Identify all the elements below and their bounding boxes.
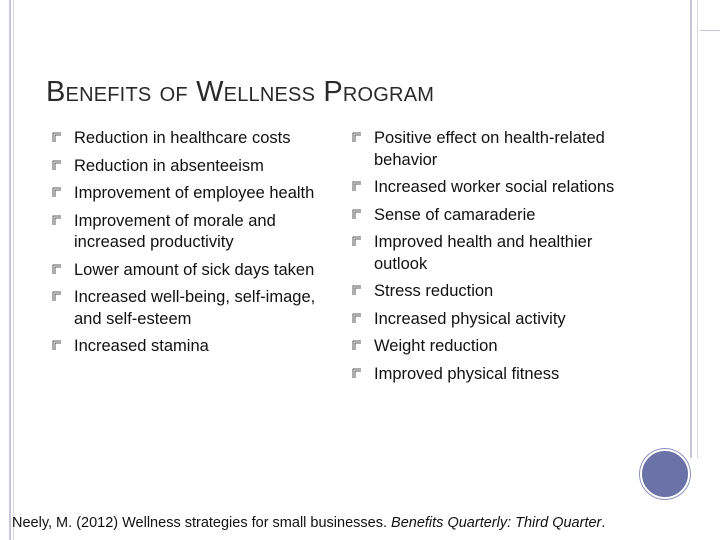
bullet-item — [50, 156, 320, 178]
bullet-text: Increased worker social relations — [374, 178, 615, 196]
decorative-circle — [640, 449, 690, 499]
left-decorative-line-inner — [13, 0, 14, 540]
bullet-item — [50, 211, 320, 254]
bullet-text: Increased well-being, self-image, and self-esteem — [74, 288, 316, 328]
citation — [12, 515, 605, 531]
bullet-icon — [52, 132, 62, 143]
bullet-item — [50, 260, 320, 282]
bullet-item — [50, 336, 320, 358]
bullet-text: Reduction in healthcare costs — [74, 129, 291, 147]
bullet-item — [350, 232, 630, 275]
bullet-item — [350, 336, 630, 358]
title-block — [46, 76, 434, 108]
citation-period: . — [601, 515, 606, 531]
slide-title: Benefits of Wellness Program — [46, 76, 435, 108]
right-decorative-tick — [700, 30, 720, 31]
bullet-icon — [52, 187, 62, 198]
left-bullet-list — [50, 128, 320, 364]
right-bullet-list — [350, 128, 630, 391]
bullet-text: Increased physical activity — [374, 309, 566, 328]
left-decorative-line — [9, 0, 11, 540]
bullet-icon — [352, 340, 362, 351]
bullet-text: Stress reduction — [374, 282, 494, 300]
bullet-text: Improvement of employee health — [74, 184, 315, 202]
bullet-item — [350, 309, 630, 331]
bullet-icon — [352, 285, 362, 296]
bullet-text: Positive effect on health-related behavior — [374, 129, 605, 169]
bullet-item — [50, 183, 320, 205]
bullet-text: Improvement of morale and increased productivity — [74, 211, 276, 251]
bullet-item — [350, 364, 630, 386]
right-decorative-line-inner — [697, 0, 698, 458]
bullet-icon — [352, 236, 362, 247]
bullet-icon — [52, 215, 62, 226]
bullet-item — [350, 205, 630, 227]
bullet-text: Weight reduction — [374, 337, 498, 355]
bullet-icon — [352, 313, 362, 324]
bullet-text: Improved physical fitness — [374, 364, 560, 383]
bullet-item — [350, 281, 630, 303]
citation-source: Benefits Quarterly: Third Quarter — [391, 515, 602, 531]
bullet-icon — [52, 160, 62, 171]
bullet-icon — [352, 181, 362, 192]
bullet-icon — [52, 264, 62, 275]
bullet-text: Increased stamina — [74, 337, 209, 355]
bullet-icon — [52, 340, 62, 351]
bullet-item — [50, 287, 320, 330]
bullet-icon — [352, 368, 362, 379]
bullet-icon — [352, 209, 362, 220]
bullet-text: Lower amount of sick days taken — [74, 260, 315, 279]
bullet-text: Sense of camaraderie — [374, 205, 536, 224]
bullet-item — [50, 128, 320, 150]
bullet-icon — [52, 291, 62, 302]
bullet-item — [350, 128, 630, 171]
bullet-icon — [352, 132, 362, 143]
right-decorative-line — [690, 0, 692, 458]
citation-text: Neely, M. (2012) Wellness strategies for small businesses. — [12, 515, 392, 531]
bullet-text: Reduction in absenteeism — [74, 156, 264, 175]
bullet-text: Improved health and healthier outlook — [374, 233, 593, 273]
bullet-item — [350, 177, 630, 199]
